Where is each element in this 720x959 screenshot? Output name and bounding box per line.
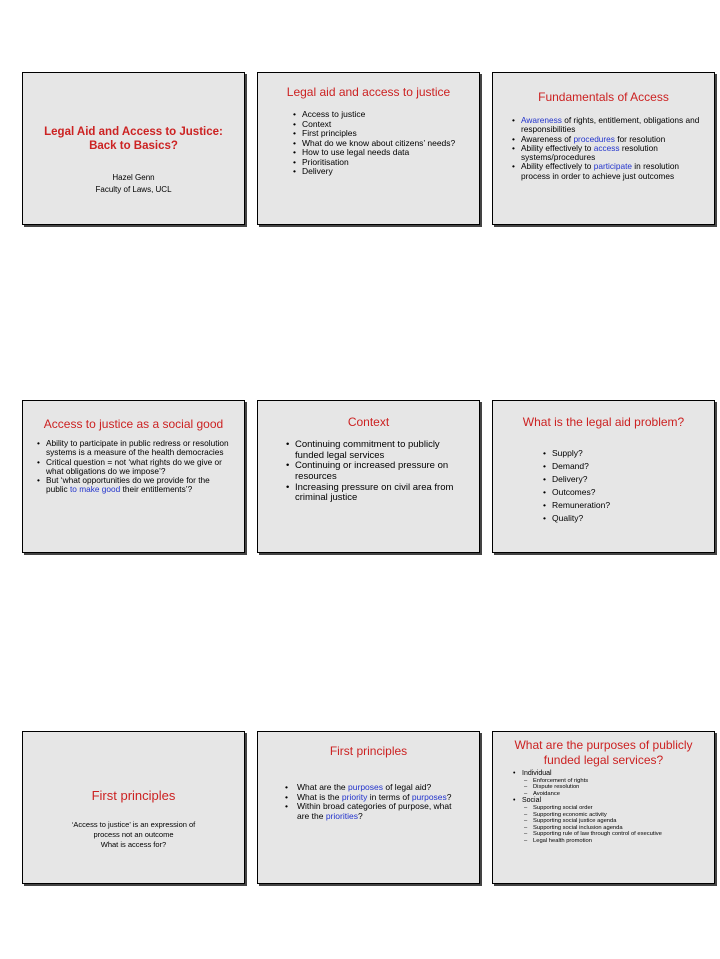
slide-title: Access to justice as a social good bbox=[43, 417, 224, 431]
text: Within broad categories of purpose, what are the bbox=[297, 801, 452, 821]
body-line: process not an outcome bbox=[93, 830, 174, 840]
text: What is the bbox=[297, 791, 342, 802]
slide-title: Fundamentals of Access bbox=[538, 90, 669, 104]
list-item: • Quality? bbox=[543, 514, 663, 524]
bullet-list bbox=[512, 116, 710, 181]
list-item: • Critical question = not ‘what rights do we give or what obligations do we impose’? bbox=[37, 458, 229, 477]
sub-list bbox=[524, 778, 713, 797]
slide-7 bbox=[22, 731, 245, 884]
title-line: funded legal services? bbox=[543, 753, 664, 767]
highlight: access bbox=[593, 142, 620, 153]
list-item: • Access to justice bbox=[293, 110, 458, 120]
text: ? bbox=[446, 791, 452, 802]
text: their entitlements’? bbox=[120, 484, 193, 495]
highlight: purposes bbox=[411, 791, 447, 802]
list-item: – Supporting social inclusion agenda bbox=[524, 825, 713, 831]
list-item: • First principles bbox=[293, 129, 458, 139]
list-item bbox=[37, 476, 229, 495]
text: resolution systems/procedures bbox=[521, 142, 658, 163]
slide-title: Legal aid and access to justice bbox=[286, 85, 451, 99]
group-label: Social bbox=[522, 797, 542, 805]
list-item: – Supporting social order bbox=[524, 805, 713, 811]
body-line: ‘Access to justice’ is an expression of bbox=[71, 820, 196, 829]
list-item: – Legal health promotion bbox=[524, 838, 713, 844]
slide-3 bbox=[492, 72, 715, 225]
bullet-list bbox=[37, 439, 229, 495]
slide-9 bbox=[492, 731, 715, 884]
text: of rights, entitlement, obligations and responsibilities bbox=[521, 115, 700, 135]
affiliation: Faculty of Laws, UCL bbox=[95, 185, 172, 194]
slide-5 bbox=[257, 400, 480, 553]
list-item: • Context bbox=[293, 120, 458, 130]
list-item: – Supporting economic activity bbox=[524, 812, 713, 818]
list-item: • Ability to participate in public redress or resolution systems is a measure of the health democracies bbox=[37, 439, 229, 458]
title-line: Back to Basics? bbox=[89, 140, 178, 153]
list-item: – Supporting social justice agenda bbox=[524, 818, 713, 824]
slide-1 bbox=[22, 72, 245, 225]
text: Ability effectively to bbox=[521, 161, 594, 172]
list-item: • Remuneration? bbox=[543, 501, 663, 511]
bullet-list bbox=[543, 449, 663, 524]
body-line: What is access for? bbox=[100, 840, 167, 850]
highlight: participate bbox=[593, 161, 632, 172]
list-item bbox=[513, 770, 713, 797]
text: What are the bbox=[297, 782, 349, 792]
text: of legal aid? bbox=[383, 782, 432, 792]
slide-title: First principles bbox=[329, 744, 408, 758]
list-item: – Avoidance bbox=[524, 791, 713, 797]
list-item bbox=[285, 802, 460, 821]
text: Awareness of bbox=[521, 133, 574, 144]
highlight: priorities bbox=[325, 810, 358, 821]
text: for resolution bbox=[614, 133, 666, 144]
text: ? bbox=[357, 810, 363, 821]
list-item: – Enforcement of rights bbox=[524, 778, 713, 784]
author: Hazel Genn bbox=[112, 173, 155, 182]
sub-list bbox=[524, 805, 713, 844]
slide-title bbox=[493, 738, 714, 768]
list-item: • Continuing or increased pressure on resources bbox=[286, 461, 456, 482]
slide-8 bbox=[257, 731, 480, 884]
list-item: • What do we know about citizens’ needs? bbox=[293, 139, 458, 149]
group-label: Individual bbox=[522, 770, 552, 777]
text: But ‘what opportunities do we provide for the public bbox=[46, 475, 210, 495]
list-item: • Delivery? bbox=[543, 475, 663, 485]
highlight: purposes bbox=[348, 782, 383, 792]
title-line: Legal Aid and Access to Justice: bbox=[44, 126, 223, 138]
bullet-list bbox=[293, 110, 458, 177]
bullet-list bbox=[285, 783, 460, 821]
slide-6 bbox=[492, 400, 715, 553]
list-item: • Continuing commitment to publicly funded legal services bbox=[286, 440, 456, 461]
list-item: • Outcomes? bbox=[543, 488, 663, 498]
list-item bbox=[512, 162, 710, 181]
list-item: • Demand? bbox=[543, 462, 663, 472]
list-item: • Prioritisation bbox=[293, 158, 458, 168]
slide-title: What is the legal aid problem? bbox=[522, 415, 685, 429]
text: Ability effectively to bbox=[521, 142, 594, 153]
highlight: priority bbox=[341, 791, 368, 802]
text: in resolution process in order to achieve just outcomes bbox=[521, 161, 680, 181]
list-item bbox=[512, 144, 710, 163]
list-item: • Delivery bbox=[293, 167, 458, 177]
slide-2 bbox=[257, 72, 480, 225]
slide-title: First principles bbox=[91, 788, 176, 803]
text: in terms of bbox=[367, 791, 412, 802]
bullet-list bbox=[286, 440, 456, 504]
list-item: • Supply? bbox=[543, 449, 663, 459]
list-item bbox=[512, 116, 710, 135]
slide-title: Context bbox=[347, 415, 390, 429]
highlight: procedures bbox=[573, 133, 615, 144]
highlight: Awareness bbox=[521, 115, 562, 125]
title-line: What are the purposes of publicly bbox=[514, 738, 693, 752]
slide-title bbox=[23, 125, 244, 154]
list-item: – Supporting rule of law through control of executive bbox=[524, 831, 713, 837]
slide-4 bbox=[22, 400, 245, 553]
list-item: • How to use legal needs data bbox=[293, 148, 458, 158]
highlight: to make good bbox=[69, 484, 121, 495]
list-item: – Dispute resolution bbox=[524, 784, 713, 790]
list-item: • Increasing pressure on civil area from criminal justice bbox=[286, 483, 456, 504]
bullet-list bbox=[513, 770, 713, 844]
list-item bbox=[513, 797, 713, 844]
